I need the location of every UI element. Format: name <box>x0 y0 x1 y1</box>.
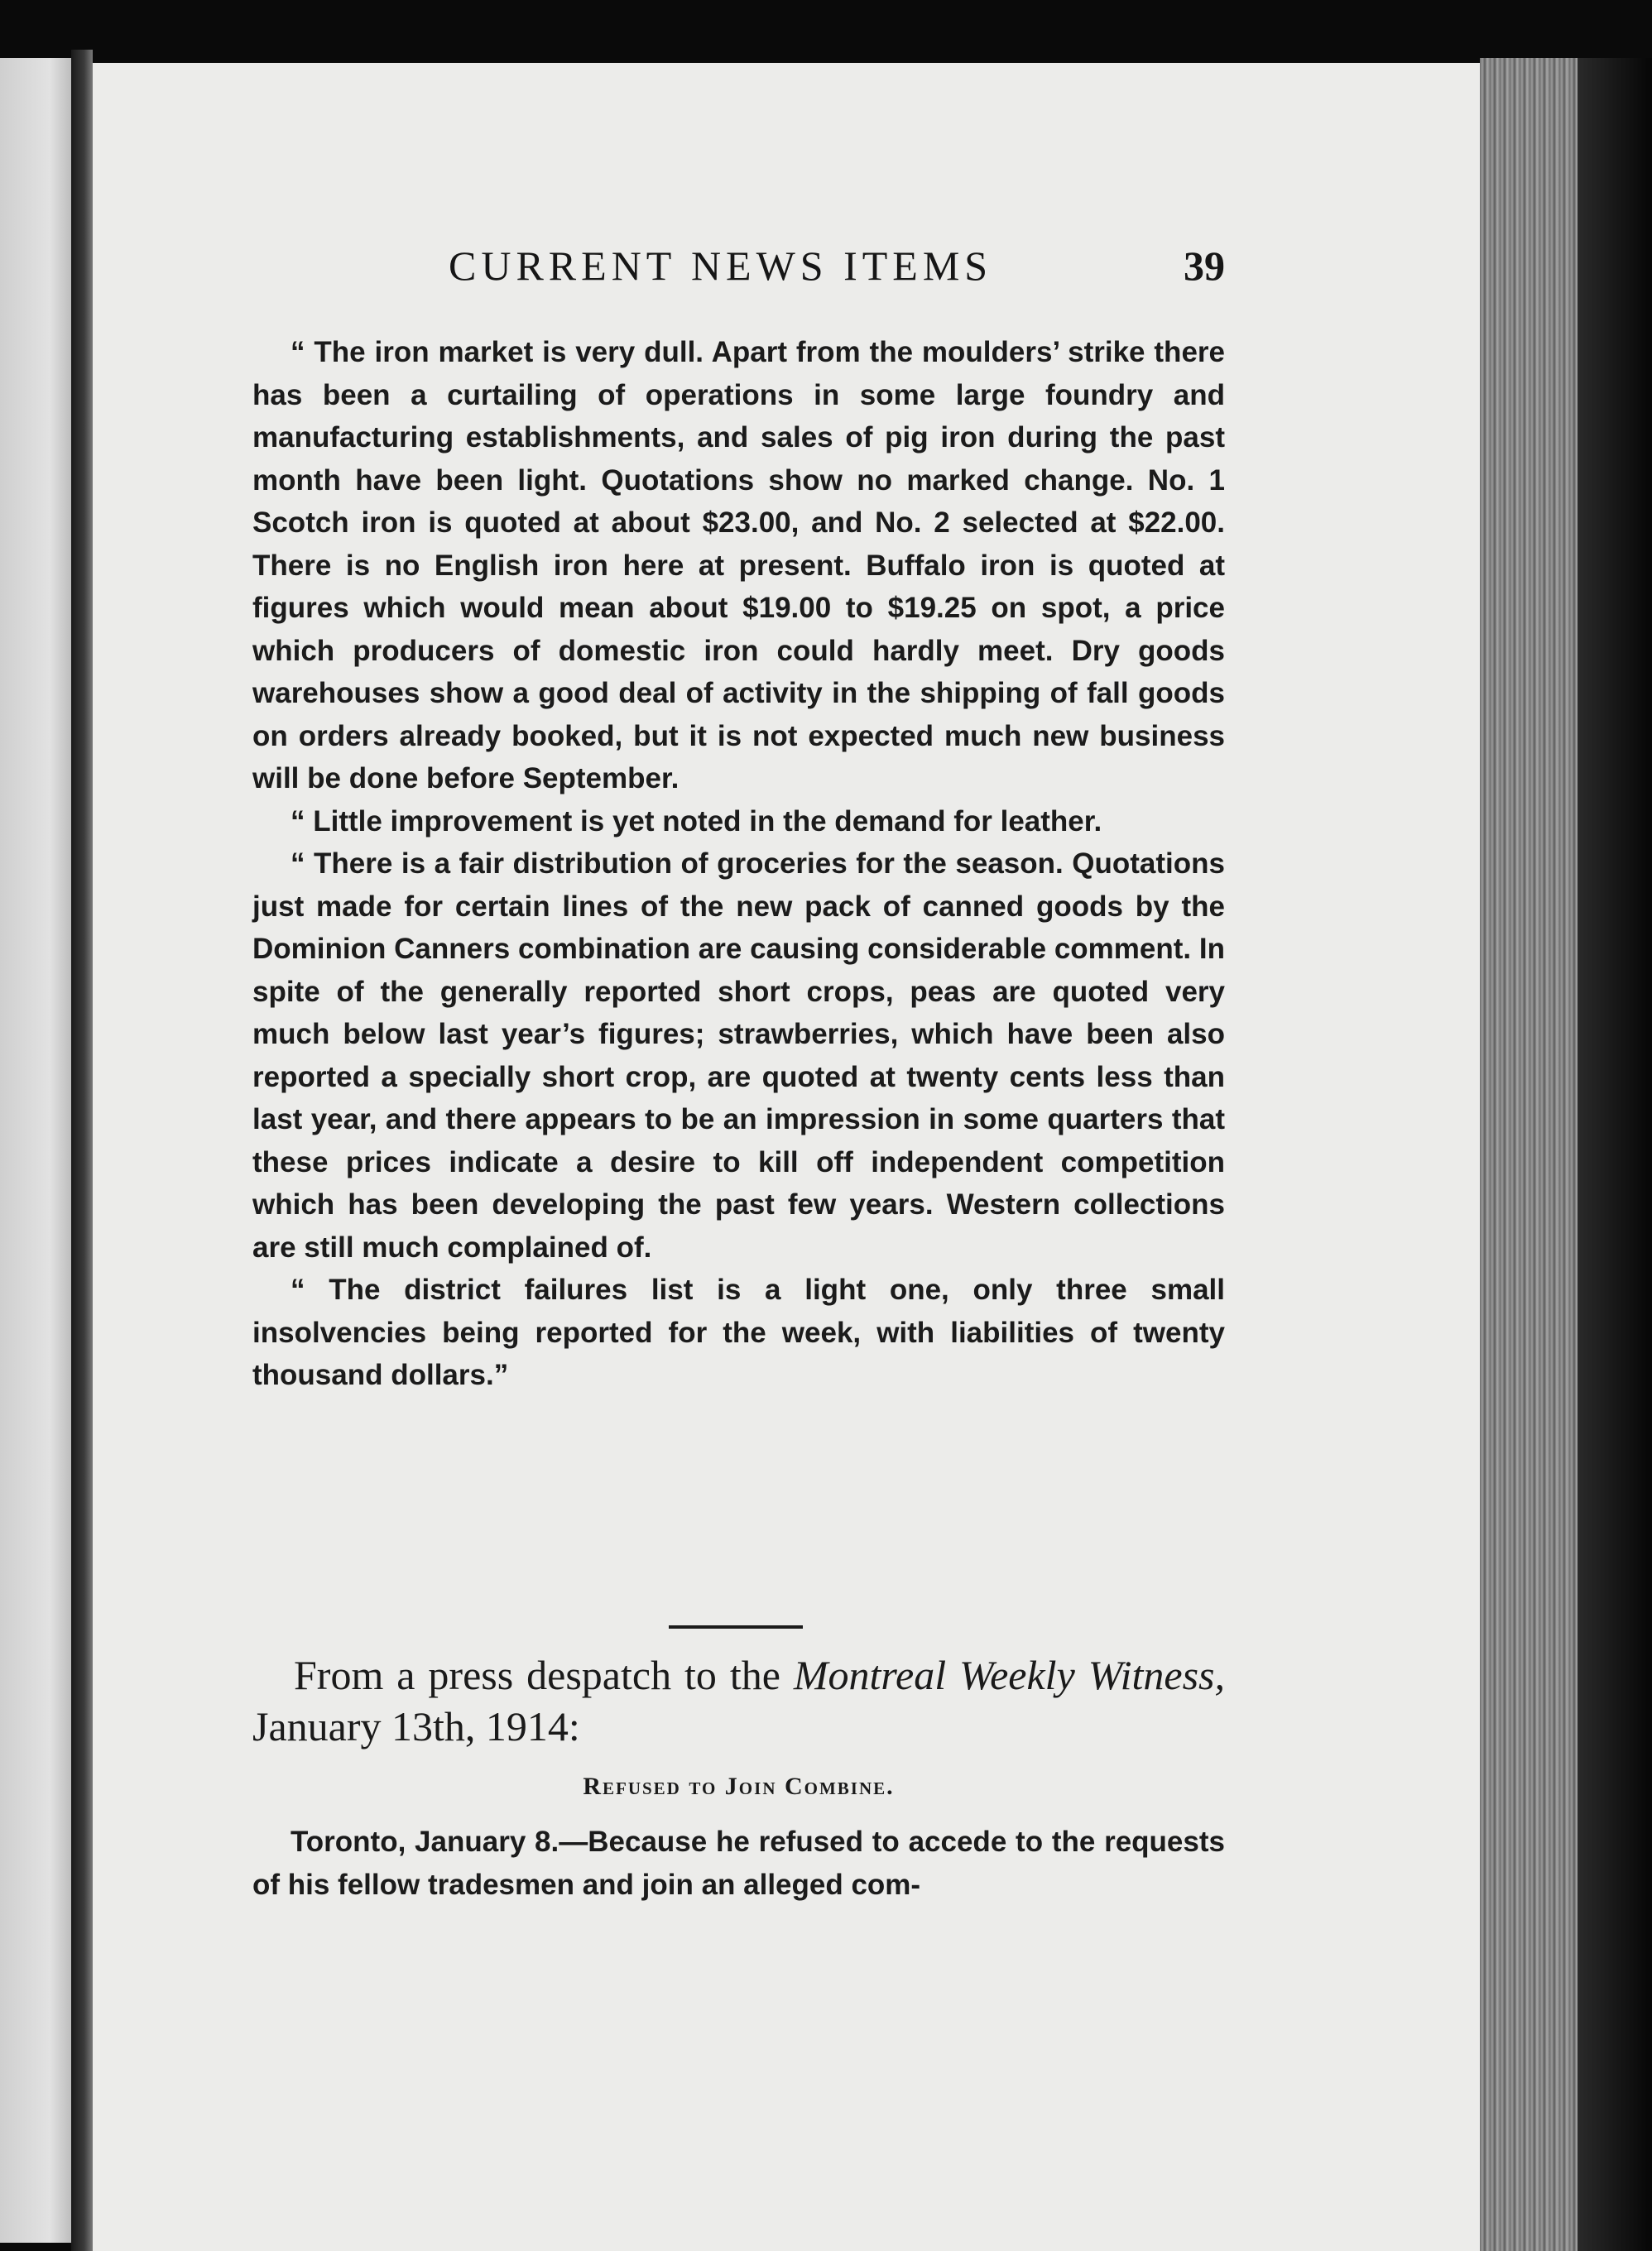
running-head <box>248 242 1225 300</box>
quoted-report <box>252 331 1225 1397</box>
source-suffix: January 13th, 1914: <box>252 1703 580 1749</box>
news-text <box>252 1821 1225 1906</box>
paragraph-failures: “ The district failures list is a light one, only three small insolvencies being reported for the week, with liabilities of twenty thousand dollars.” <box>252 1274 1225 1391</box>
book-page-edges <box>1480 58 1578 2251</box>
book-edge-shadow <box>1578 58 1652 2251</box>
page-number: 39 <box>1184 242 1225 289</box>
paragraph-toronto: Toronto, January 8.—Because he refused to accede to the requests of his fellow tradesmen and join an alleged com- <box>252 1826 1225 1901</box>
running-title: CURRENT NEWS ITEMS <box>449 242 993 289</box>
section-divider <box>669 1625 803 1629</box>
page-gutter <box>71 50 93 2251</box>
source-prefix: From a press despatch to the <box>294 1652 794 1698</box>
paragraph-leather: “ Little improvement is yet noted in the demand for leather. <box>291 804 1102 838</box>
previous-page-edge <box>0 58 71 2243</box>
source-heading <box>252 1649 1225 1752</box>
source-publication: Montreal Weekly Witness, <box>793 1652 1225 1698</box>
paragraph-iron-market: “ The iron market is very dull. Apart from the moulders’ strike there has been a curtailing of operations in some large foundry and manufacturing establishments, and sales of pig iron during the past month have been light. Quotations show no marked change. No. 1 Scotch iron is quoted at about $23.00, and No. 2 selected at $22.00. There is no English iron here at present. Buffalo iron is quoted at figures which would mean about $19.00 to $19.25 on spot, a price which producers of domestic iron could hardly meet. Dry goods warehouses show a good deal of activity in the shipping of fall goods on orders already booked, but it is not expected much new business will be done before September. <box>252 336 1225 794</box>
section-title: Refused to Join Combine. <box>583 1773 895 1800</box>
paragraph-groceries: “ There is a fair distribution of groceries for the season. Quotations just made for certain lines of the new pack of canned goods by the Dominion Canners combination are causing considerable comment. In spite of the generally reported short crops, peas are quoted very much below last year’s figures; strawberries, which have been also reported a specially short crop, are quoted at twenty cents less than last year, and there appears to be an impression in some quarters that these prices indicate a desire to kill off independent competition which has been developing the past few years. Western collections are still much complained of. <box>252 847 1225 1264</box>
